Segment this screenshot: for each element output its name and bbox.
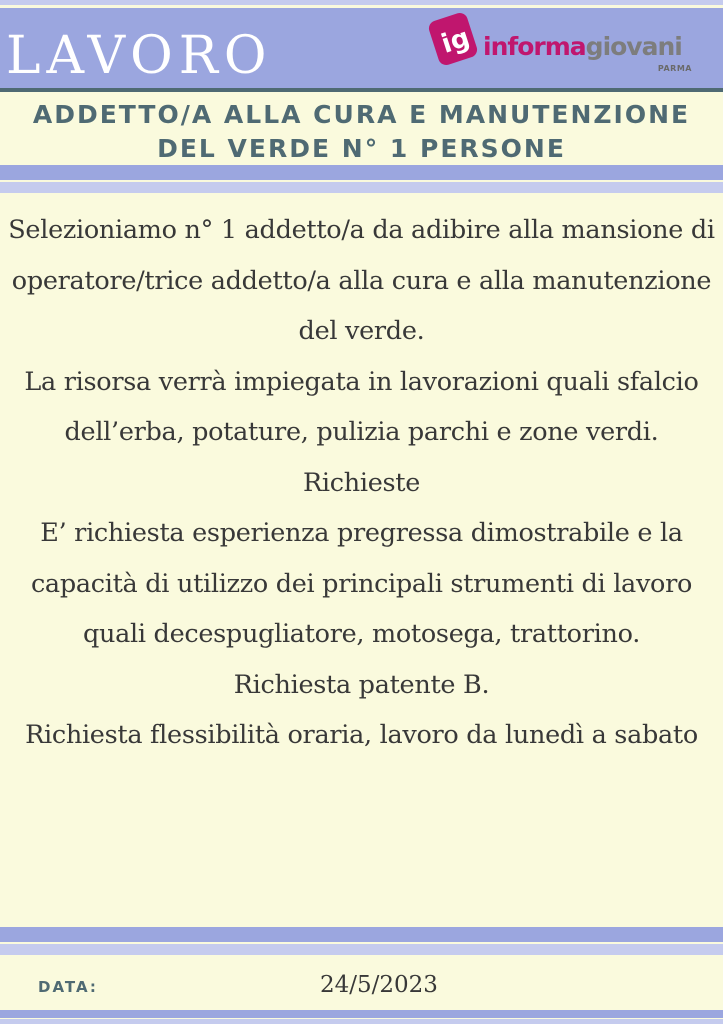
top-stripe bbox=[0, 0, 723, 5]
license-paragraph: Richiesta patente B. bbox=[233, 669, 490, 700]
ig-logo-mark bbox=[427, 10, 481, 68]
job-description bbox=[0, 205, 723, 761]
title-divider-stripe bbox=[0, 182, 723, 193]
informagiovani-logo bbox=[425, 8, 700, 76]
footer-band bbox=[0, 927, 723, 942]
intro-paragraph: Selezioniamo n° 1 addetto/a da adibire alla mansione di operatore/trice addetto/a alla cura e alla manutenzione del verde. bbox=[8, 215, 715, 346]
bottom-stripe bbox=[0, 1019, 723, 1024]
date-label: DATA: bbox=[38, 978, 98, 996]
header-rule bbox=[0, 88, 723, 92]
logo-word-informa: informa bbox=[483, 32, 586, 61]
experience-paragraph: E’ richiesta esperienza pregressa dimostrabile e la capacità di utilizzo dei principali strumenti di lavoro quali decespugliatore, motosega, trattorino. bbox=[30, 518, 693, 649]
requirements-heading: Richieste bbox=[302, 467, 421, 498]
logo-subtitle: PARMA bbox=[657, 64, 692, 73]
svg-text:ig: ig bbox=[437, 22, 474, 60]
logo-word-giovani: giovani bbox=[585, 32, 682, 61]
job-title: ADDETTO/A ALLA CURA E MANUTENZIONE DEL VERDE N° 1 PERSONE bbox=[32, 100, 691, 163]
title-divider-band bbox=[0, 165, 723, 180]
duties-paragraph: La risorsa verrà impiegata in lavorazioni quali sfalcio dell’erba, potature, pulizia parchi e zone verdi. bbox=[24, 366, 699, 447]
footer-stripe bbox=[0, 944, 723, 955]
flexibility-paragraph: Richiesta flessibilità oraria, lavoro da lunedì a sabato bbox=[25, 720, 698, 750]
logo-wordmark bbox=[483, 34, 682, 59]
bottom-band bbox=[0, 1010, 723, 1018]
category-heading: LAVORO bbox=[6, 26, 273, 86]
date-value: 24/5/2023 bbox=[320, 972, 438, 998]
